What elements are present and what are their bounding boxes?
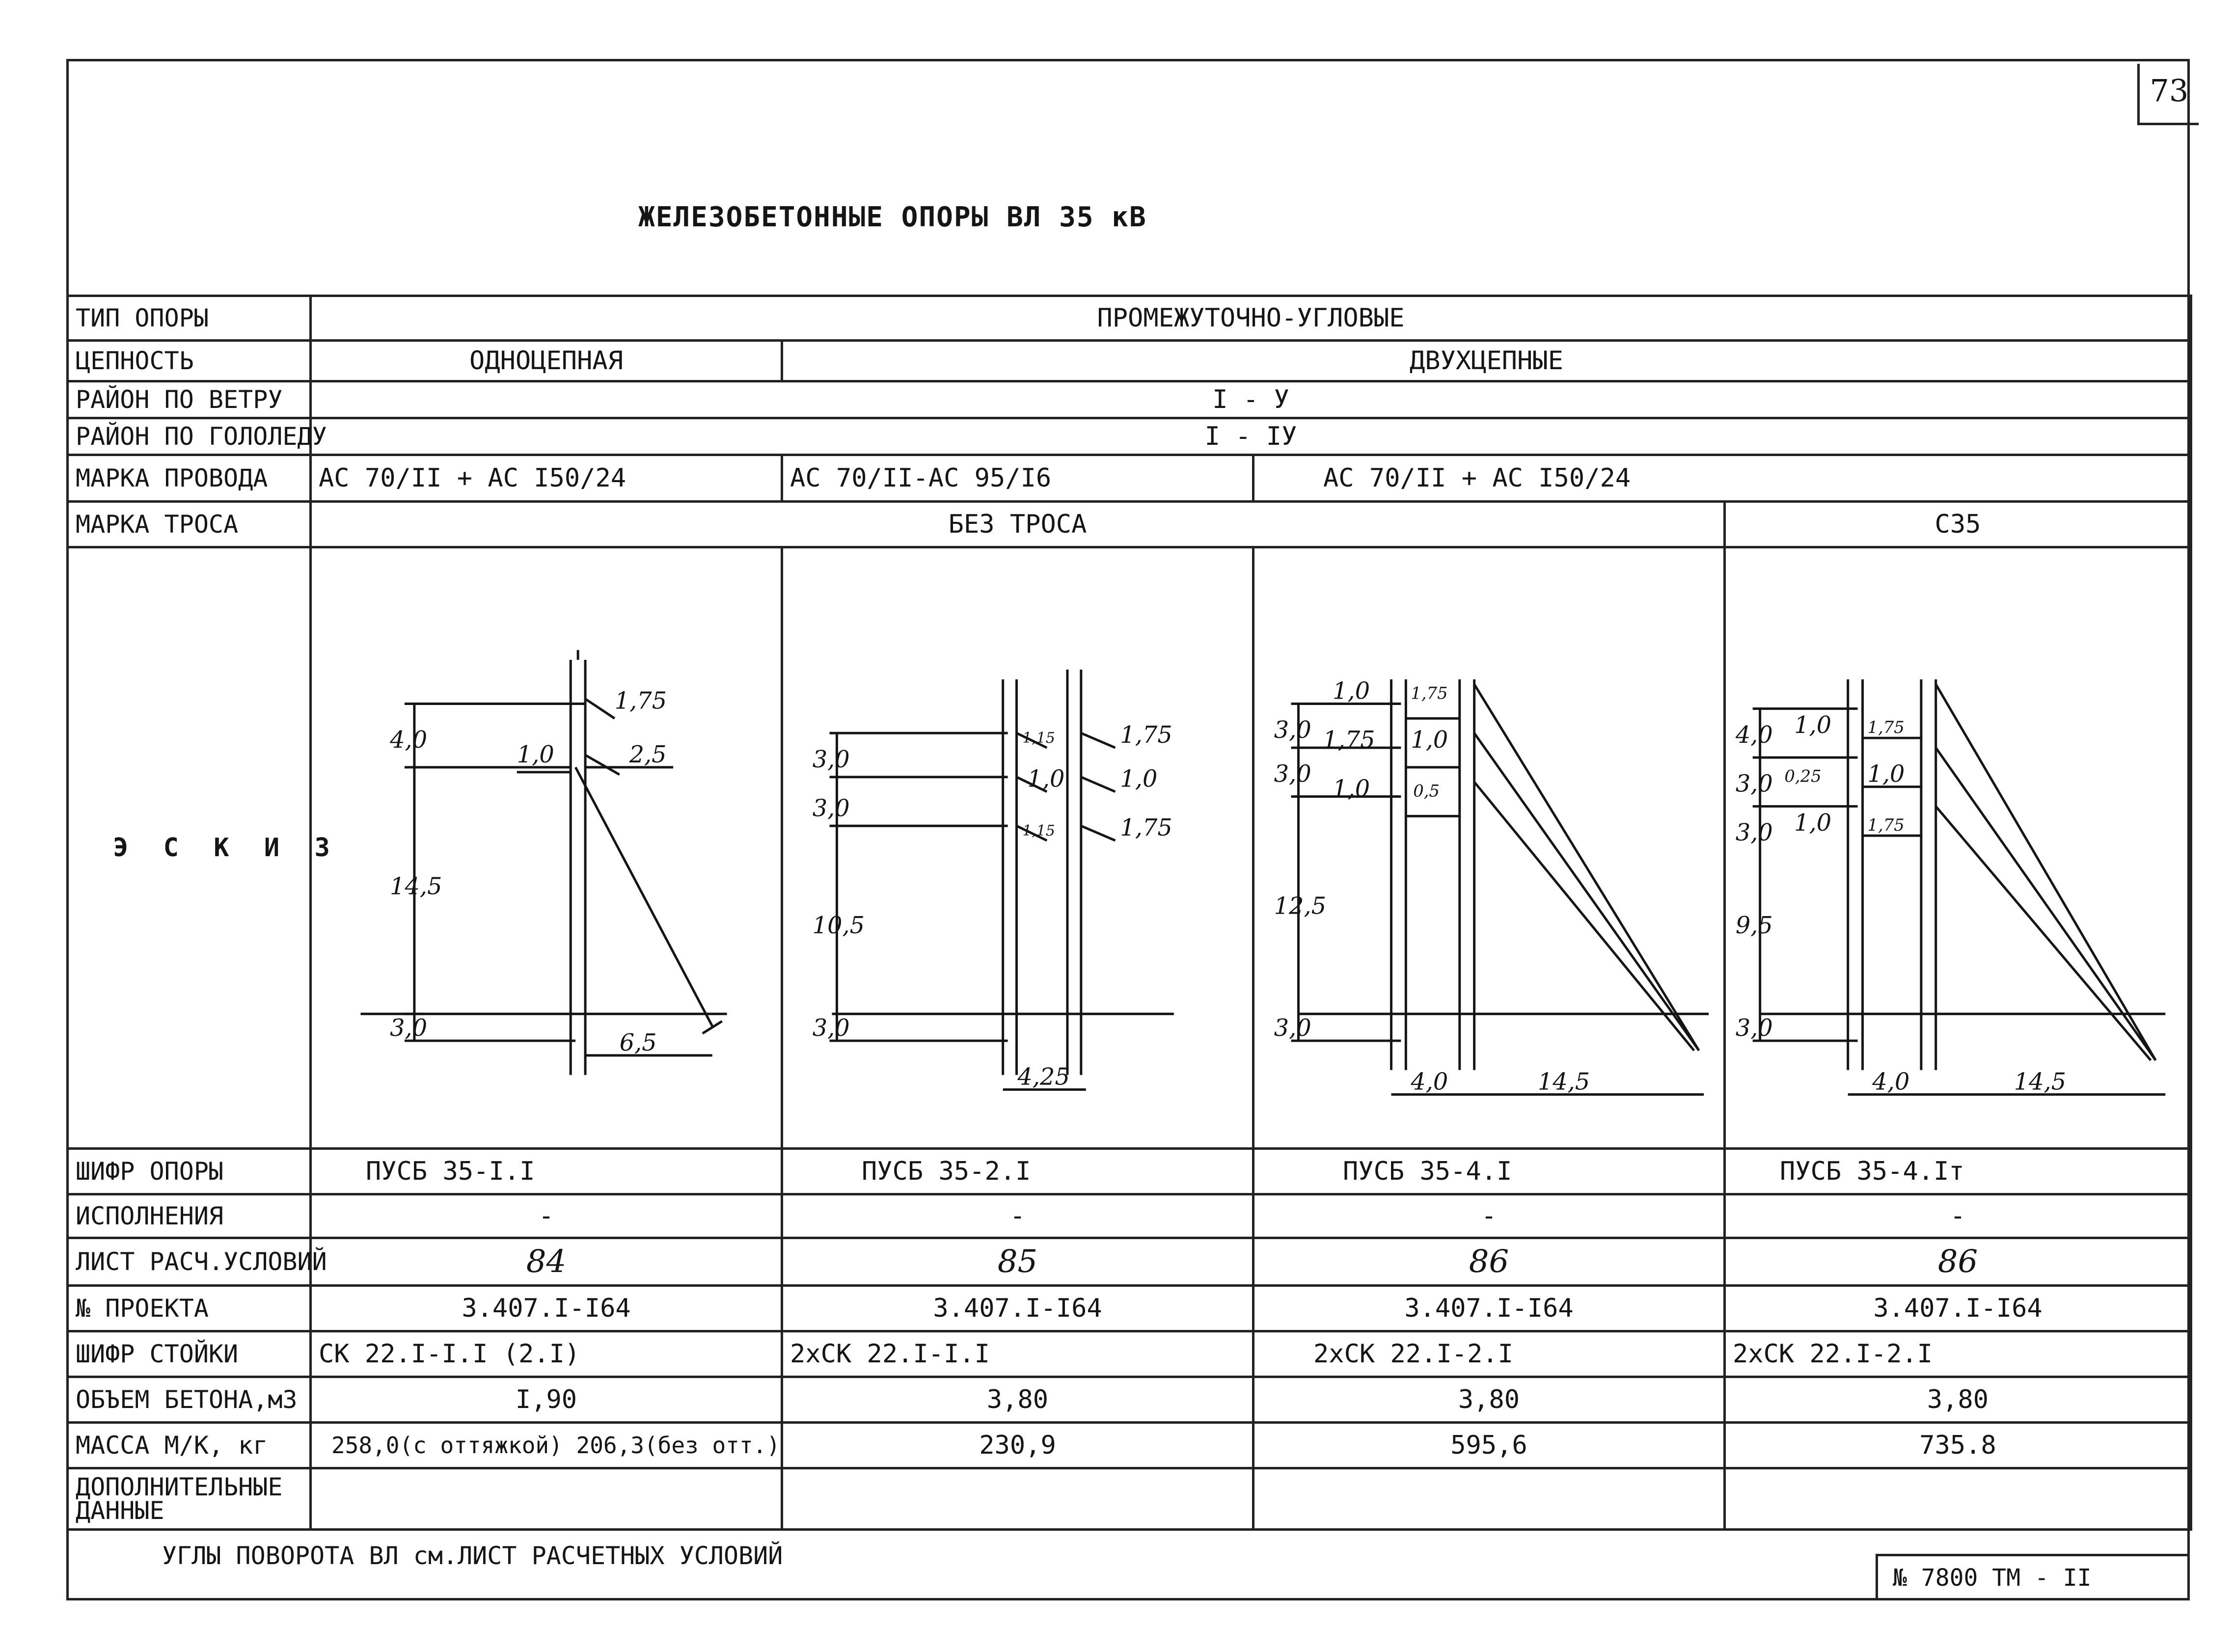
dim-s3-3a: 3,0 bbox=[1274, 717, 1311, 744]
value-concrete-4: 3,80 bbox=[1725, 1377, 2191, 1423]
value-cable-none: БЕЗ ТРОСА bbox=[311, 502, 1725, 547]
dim-s4-1c: 1,0 bbox=[1794, 810, 1832, 837]
label-version: ИСПОЛНЕНИЯ bbox=[68, 1194, 311, 1238]
label-wind: РАЙОН ПО ВЕТРУ bbox=[68, 381, 311, 418]
sketch-3 bbox=[1253, 547, 1725, 1149]
dim-s3-3c: 3,0 bbox=[1274, 1014, 1311, 1042]
value-mass-4: 735.8 bbox=[1725, 1423, 2191, 1468]
value-wire-2: АС 70/II-АС 95/I6 bbox=[782, 455, 1253, 502]
row-concrete bbox=[68, 1377, 2191, 1423]
value-concrete-3: 3,80 bbox=[1253, 1377, 1725, 1423]
dim-s3-175a: 1,75 bbox=[1411, 683, 1448, 703]
value-calc-sheet-3: 86 bbox=[1253, 1238, 1725, 1286]
dim-s2-115a: 1,15 bbox=[1022, 730, 1055, 747]
value-wire-3: АС 70/II + АС I50/24 bbox=[1253, 455, 2191, 502]
value-calc-sheet-1: 84 bbox=[311, 1238, 782, 1286]
value-post-code-3: 2хСК 22.I-2.I bbox=[1253, 1331, 1725, 1377]
document-code: № 7800 ТМ - II bbox=[1876, 1554, 2190, 1598]
value-project-4: 3.407.I-I64 bbox=[1725, 1286, 2191, 1331]
value-single-circuit: ОДНОЦЕПНАЯ bbox=[311, 341, 782, 381]
page-number: 73 bbox=[2137, 64, 2199, 125]
value-post-code-1: СК 22.I-I.I (2.I) bbox=[311, 1331, 782, 1377]
label-calc-sheet: ЛИСТ РАСЧ.УСЛОВИЙ bbox=[68, 1238, 311, 1286]
value-support-code-1: ПУСБ 35-I.I bbox=[311, 1149, 782, 1194]
dim-s3-125: 12,5 bbox=[1274, 893, 1327, 920]
row-support-code bbox=[68, 1149, 2191, 1194]
dim-s3-1c: 1,0 bbox=[1333, 775, 1370, 803]
row-post-code bbox=[68, 1331, 2191, 1377]
dim-s4-175a: 1,75 bbox=[1867, 718, 1905, 737]
dim-s4-3c: 3,0 bbox=[1735, 1014, 1773, 1042]
value-version-1: - bbox=[311, 1194, 782, 1238]
value-post-code-2: 2хСК 22.I-I.I bbox=[782, 1331, 1253, 1377]
value-support-code-3: ПУСБ 35-4.I bbox=[1253, 1149, 1725, 1194]
dim-s4-175b: 1,75 bbox=[1867, 815, 1905, 835]
value-calc-sheet-4: 86 bbox=[1725, 1238, 2191, 1286]
label-project: № ПРОЕКТА bbox=[68, 1286, 311, 1331]
sketch-4 bbox=[1725, 547, 2191, 1149]
value-mass-1: 258,0(с оттяжкой) 206,3(без отт.) bbox=[311, 1423, 782, 1468]
dim-s4-1a: 1,0 bbox=[1794, 712, 1832, 739]
sketch-1 bbox=[311, 547, 782, 1149]
sketch-2-drawing bbox=[783, 551, 1252, 1145]
dim-s1-4: 4,0 bbox=[390, 727, 428, 754]
row-sketch bbox=[68, 547, 2191, 1149]
value-project-1: 3.407.I-I64 bbox=[311, 1286, 782, 1331]
dim-s1-3: 3,0 bbox=[390, 1014, 428, 1042]
dim-s3-3b: 3,0 bbox=[1274, 760, 1311, 788]
dim-s3-05: 0,5 bbox=[1413, 781, 1440, 801]
dim-s4-1b: 1,0 bbox=[1867, 760, 1905, 788]
dim-s3-145: 14,5 bbox=[1537, 1068, 1590, 1096]
value-extra-1 bbox=[311, 1468, 782, 1530]
dim-s2-105: 10,5 bbox=[812, 912, 865, 940]
row-mass bbox=[68, 1423, 2191, 1468]
label-cable: МАРКА ТРОСА bbox=[68, 502, 311, 547]
dim-s3-1b: 1,0 bbox=[1411, 727, 1448, 754]
row-version bbox=[68, 1194, 2191, 1238]
value-ice: I - IУ bbox=[311, 418, 2191, 455]
value-wire-1: АС 70/II + АС I50/24 bbox=[311, 455, 782, 502]
label-concrete: ОБЪЕМ БЕТОНА,м3 bbox=[68, 1377, 311, 1423]
value-mass-2: 230,9 bbox=[782, 1423, 1253, 1468]
dim-s2-425: 4,25 bbox=[1017, 1063, 1070, 1091]
dim-s2-115b: 1,15 bbox=[1022, 822, 1055, 840]
dim-s2-3b: 3,0 bbox=[812, 795, 850, 822]
dim-s1-65: 6,5 bbox=[619, 1029, 657, 1056]
value-extra-3 bbox=[1253, 1468, 1725, 1530]
sketch-3-drawing bbox=[1254, 551, 1723, 1145]
support-spec-table bbox=[66, 295, 2192, 1531]
value-project-2: 3.407.I-I64 bbox=[782, 1286, 1253, 1331]
value-concrete-1: I,90 bbox=[311, 1377, 782, 1423]
row-wire bbox=[68, 455, 2191, 502]
row-type bbox=[68, 296, 2191, 341]
row-project bbox=[68, 1286, 2191, 1331]
value-post-code-4: 2хСК 22.I-2.I bbox=[1725, 1331, 2191, 1377]
value-calc-sheet-2: 85 bbox=[782, 1238, 1253, 1286]
value-project-3: 3.407.I-I64 bbox=[1253, 1286, 1725, 1331]
row-extra bbox=[68, 1468, 2191, 1530]
dim-s1-145: 14,5 bbox=[390, 873, 442, 900]
row-wind bbox=[68, 381, 2191, 418]
label-support-code: ШИФР ОПОРЫ bbox=[68, 1149, 311, 1194]
value-type: ПРОМЕЖУТОЧНО-УГЛОВЫЕ bbox=[311, 296, 2191, 341]
label-circuits: ЦЕПНОСТЬ bbox=[68, 341, 311, 381]
value-version-2: - bbox=[782, 1194, 1253, 1238]
dim-s4-95: 9,5 bbox=[1735, 912, 1773, 940]
row-ice bbox=[68, 418, 2191, 455]
dim-s4-3a: 3,0 bbox=[1735, 770, 1773, 798]
dim-s4-025: 0,25 bbox=[1784, 766, 1822, 786]
value-mass-3: 595,6 bbox=[1253, 1423, 1725, 1468]
footer-note: УГЛЫ ПОВОРОТА ВЛ см.ЛИСТ РАСЧЕТНЫХ УСЛОВИЙ bbox=[162, 1542, 783, 1570]
label-post-code: ШИФР СТОЙКИ bbox=[68, 1331, 311, 1377]
dim-s2-3c: 3,0 bbox=[812, 1014, 850, 1042]
sketch-2 bbox=[782, 547, 1253, 1149]
label-mass: МАССА М/К, кг bbox=[68, 1423, 311, 1468]
dim-s2-175a: 1,75 bbox=[1120, 722, 1172, 749]
value-wind: I - У bbox=[311, 381, 2191, 418]
value-extra-4 bbox=[1725, 1468, 2191, 1530]
dim-s4-4: 4,0 bbox=[1735, 722, 1773, 749]
dim-s1-1: 1,0 bbox=[517, 741, 554, 768]
label-extra: ДОПОЛНИТЕЛЬНЫЕ ДАННЫЕ bbox=[68, 1468, 311, 1530]
value-concrete-2: 3,80 bbox=[782, 1377, 1253, 1423]
label-ice: РАЙОН ПО ГОЛОЛЕДУ bbox=[68, 418, 311, 455]
value-cable-c35: С35 bbox=[1725, 502, 2191, 547]
value-version-4: - bbox=[1725, 1194, 2191, 1238]
value-support-code-2: ПУСБ 35-2.I bbox=[782, 1149, 1253, 1194]
label-wire: МАРКА ПРОВОДА bbox=[68, 455, 311, 502]
value-support-code-4: ПУСБ 35-4.Iт bbox=[1725, 1149, 2191, 1194]
dim-s1-25: 2,5 bbox=[629, 741, 667, 768]
sketch-1-drawing bbox=[312, 551, 781, 1145]
row-circuits bbox=[68, 341, 2191, 381]
value-extra-2 bbox=[782, 1468, 1253, 1530]
dim-s3-175b: 1,75 bbox=[1323, 727, 1375, 754]
dim-s4-4b: 4,0 bbox=[1872, 1068, 1910, 1096]
dim-s1-175: 1,75 bbox=[614, 687, 667, 715]
dim-s3-1a: 1,0 bbox=[1333, 677, 1370, 705]
dim-s2-3a: 3,0 bbox=[812, 746, 850, 773]
row-cable bbox=[68, 502, 2191, 547]
label-sketch: Э С К И З bbox=[68, 547, 311, 1149]
sketch-4-drawing bbox=[1726, 551, 2190, 1145]
page-title: ЖЕЛЕЗОБЕТОННЫЕ ОПОРЫ ВЛ 35 кВ bbox=[638, 201, 1147, 233]
dim-s2-1b: 1,0 bbox=[1120, 765, 1158, 793]
value-double-circuit: ДВУХЦЕПНЫЕ bbox=[782, 341, 2191, 381]
dim-s4-145: 14,5 bbox=[2014, 1068, 2067, 1096]
dim-s4-3b: 3,0 bbox=[1735, 819, 1773, 847]
value-version-3: - bbox=[1253, 1194, 1725, 1238]
row-calc-sheet bbox=[68, 1238, 2191, 1286]
dim-s2-175b: 1,75 bbox=[1120, 814, 1172, 842]
dim-s2-1a: 1,0 bbox=[1027, 765, 1065, 793]
label-type: ТИП ОПОРЫ bbox=[68, 296, 311, 341]
dim-s3-4: 4,0 bbox=[1411, 1068, 1448, 1096]
